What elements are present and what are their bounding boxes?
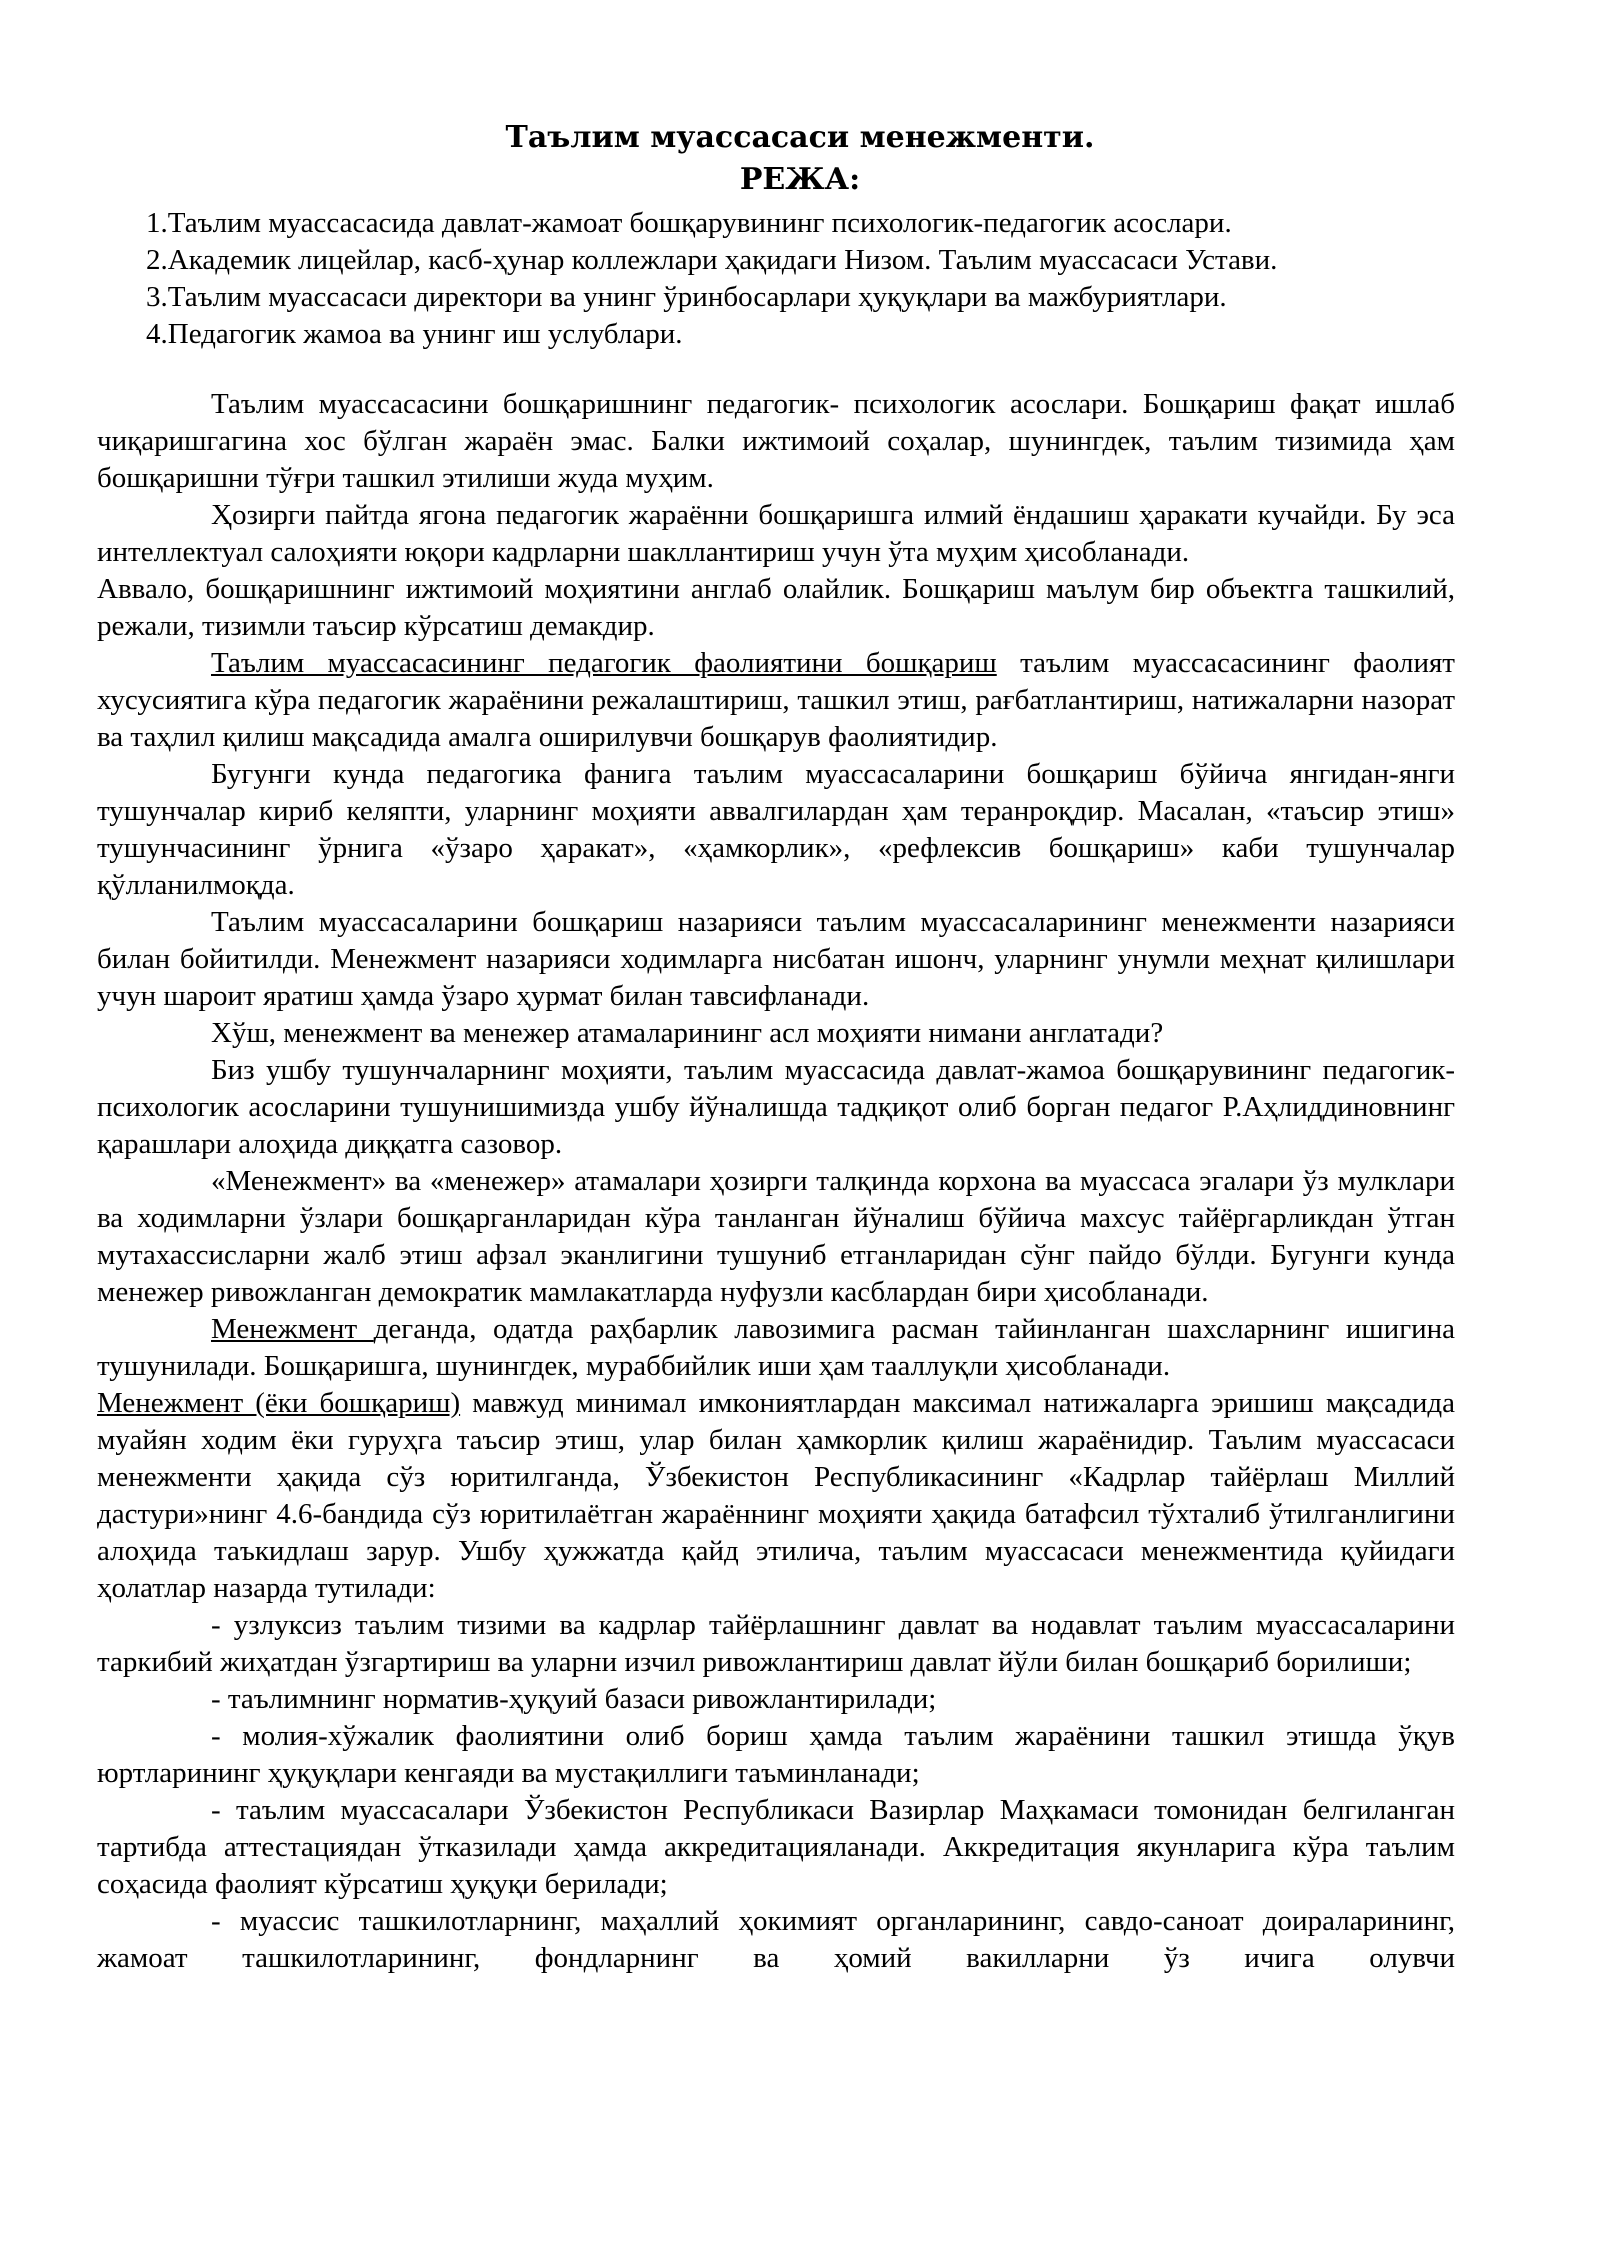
underlined-term: Менежмент (ёки бошқариш) [97, 1387, 461, 1419]
paragraph [97, 1385, 1455, 1607]
underlined-term: Таълим муассасасининг педагогик фаолиятини бошқариш [211, 647, 997, 679]
paragraph [97, 645, 1455, 756]
paragraph: Бугунги кунда педагогика фанига таълим муассасаларини бошқариш бўйича янгидан-янги тушунчалар кириб келяпти, уларнинг моҳияти аввалгилардан ҳам теранроқдир. Масалан, «таъсир этиш» тушунчасининг ўрнига «ўзаро ҳаракат», «ҳамкорлик», «рефлексив бошқариш» каби тушунчалар қўлланилмоқда. [97, 758, 1455, 901]
paragraph: Таълим муассасаларини бошқариш назарияси таълим муассасаларининг менежменти назарияси билан бойитилди. Менежмент назарияси ходимларга нисбатан ишонч, уларнинг унумли меҳнат қилишлари учун шароит яратиш ҳамда ўзаро ҳурмат билан тавсифланади. [97, 906, 1455, 1012]
bullet-item: - таълимнинг норматив-ҳуқуий базаси ривожлантирилади; [211, 1683, 937, 1715]
paragraph: Хўш, менежмент ва менежер атамаларининг асл моҳияти нимани англатади? [211, 1017, 1164, 1049]
bullet-item: - молия-хўжалик фаолиятини олиб бориш ҳамда таълим жараёнини ташкил этишда ўқув юртларининг ҳуқуқлари кенгаяди ва мустақиллиги таъминланади; [97, 1720, 1455, 1789]
paragraph-text: таълим муассасасининг фаолият хусусиятига кўра педагогик жараёнини режалаштириш, ташкил этиш, рағбатлантириш, натижаларни назорат ва таҳлил қилиш мақсадида амалга оширилувчи бошқарув фаолиятидир. [97, 647, 1455, 753]
document-title: Таълим муассасаси менежменти. [505, 120, 1095, 155]
plan-item: 1.Таълим муассасасида давлат-жамоат бошқарувининг психологик-педагогик асослари. [146, 207, 1232, 239]
plan-item: 3.Таълим муассасаси директори ва унинг ўринбосарлари ҳуқуқлари ва мажбуриятлари. [146, 281, 1227, 313]
underlined-term: Менежмент [211, 1313, 374, 1345]
paragraph-text: деганда, одатда раҳбарлик лавозимига расман тайинланган шахсларнинг ишигина тушунилади. Бошқаришга, шунингдек, мураббийлик иши ҳам тааллуқли ҳисобланади. [97, 1313, 1455, 1382]
paragraph: Ҳозирги пайтда ягона педагогик жараённи бошқаришга илмий ёндашиш ҳаракати кучайди. Бу эса интеллектуал салоҳияти юқори кадрларни шакллантириш учун ўта муҳим ҳисобланади. [97, 499, 1455, 568]
paragraph: Биз ушбу тушунчаларнинг моҳияти, таълим муассасида давлат-жамоа бошқарувининг педагогик-психологик асосларини тушунишимизда ушбу йўналишда тадқиқот олиб борган педагог Р.Аҳлиддиновнинг қарашлари алоҳида диққатга сазовор. [97, 1054, 1455, 1160]
document-body [97, 386, 1455, 1977]
paragraph: Аввало, бошқаришнинг ижтимоий моҳиятини англаб олайлик. Бошқариш маълум бир объектга ташкилий, режали, тизимли таъсир кўрсатиш демакдир. [97, 573, 1455, 642]
plan-item: 4.Педагогик жамоа ва унинг иш услублари. [146, 318, 683, 350]
bullet-item: - таълим муассасалари Ўзбекистон Республикаси Вазирлар Маҳкамаси томонидан белгиланган тартибда аттестациядан ўтказилади ҳамда аккредитацияланади. Аккредитация якунларига кўра таълим соҳасида фаолият кўрсатиш ҳуқуқи берилади; [97, 1794, 1455, 1900]
plan-item: 2.Академик лицейлар, касб-ҳунар коллежлари ҳақидаги Низом. Таълим муассасаси Устави. [146, 244, 1278, 276]
bullet-item: - узлуксиз таълим тизими ва кадрлар тайёрлашнинг давлат ва нодавлат таълим муассасаларини таркибий жиҳатдан ўзгартириш ва уларни изчил ривожлантириш давлат йўли билан бошқариб борилиши; [97, 1609, 1455, 1678]
plan-list [146, 205, 1446, 353]
paragraph: Таълим муассасасини бошқаришнинг педагогик- психологик асослари. Бошқариш фақат ишлаб чиқаришгагина хос бўлган жараён эмас. Балки ижтимоий соҳалар, шунингдек, таълим тизимида ҳам бошқаришни тўғри ташкил этилиши жуда муҳим. [97, 388, 1455, 494]
paragraph [97, 1311, 1455, 1385]
paragraph-text: мавжуд минимал имкониятлардан максимал натижаларга эришиш мақсадида муайян ходим ёки гуруҳга таъсир этиш, улар билан ҳамкорлик қилиш жараёнидир. Таълим муассасаси менежменти ҳақида сўз юритилганда, Ўзбекистон Республикасининг «Кадрлар тайёрлаш Миллий дастури»нинг 4.6-бандида сўз юритилаётган жараённинг моҳияти ҳақида батафсил тўхталиб ўтилганлигини алоҳида таъкидлаш зарур. Ушбу ҳужжатда қайд этилича, таълим муассасаси менежментида қуйидаги ҳолатлар назарда тутилади: [97, 1387, 1455, 1604]
paragraph: «Менежмент» ва «менежер» атамалари ҳозирги талқинда корхона ва муассаса эгалари ўз мулклари ва ходимларни ўзлари бошқарганларидан кўра танланган йўналиш бўйича махсус тайёргарликдан ўтган мутахассисларни жалб этиш афзал эканлигини тушуниб етганларидан сўнг пайдо бўлди. Бугунги кунда менежер ривожланган демократик мамлакатларда нуфузли касблардан бири ҳисобланади. [97, 1165, 1455, 1308]
plan-heading: РЕЖА: [739, 162, 861, 197]
bullet-item: - муассис ташкилотларнинг, маҳаллий ҳокимият органларининг, савдо-саноат доираларининг, жамоат ташкилотларининг, фондларнинг ва ҳомий вакилларни ўз ичига олувчи [97, 1905, 1455, 1974]
